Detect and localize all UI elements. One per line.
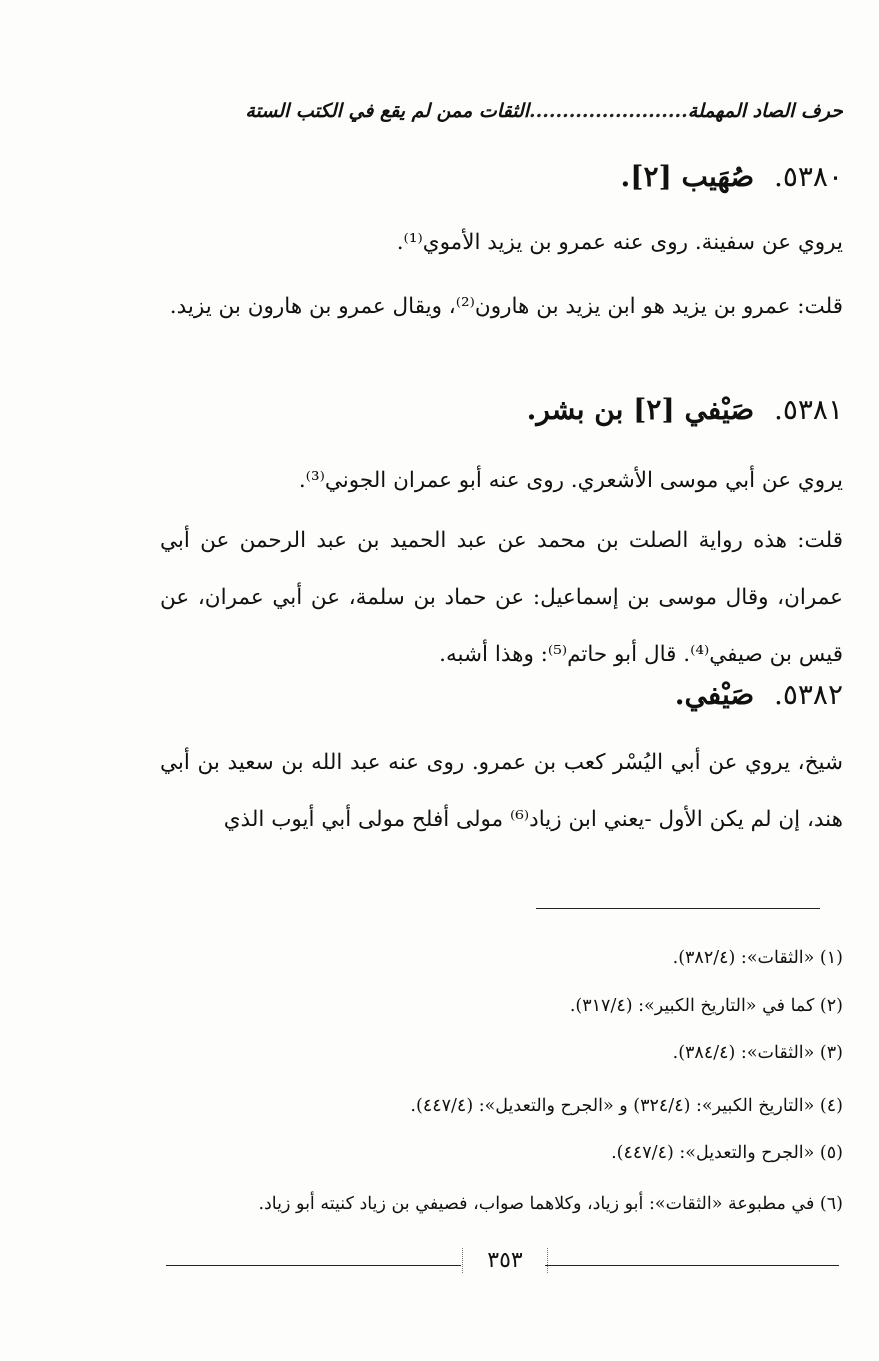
header-right-text: الثقات ممن لم يقع في الكتب الستة: [245, 100, 529, 122]
entry-number: ٥٣٨٠.: [773, 160, 843, 193]
footer-rule-right: [545, 1265, 839, 1266]
entry-number: ٥٣٨١.: [773, 393, 843, 426]
entry-name: صَيْفي [٢] بن بشر.: [526, 393, 755, 426]
footnote: (٦) في مطبوعة «الثقات»: أبو زياد، وكلاهما صواب، فصيفي بن زياد كنيته أبو زياد.: [258, 1194, 843, 1214]
entry-paragraph: قلت: هذه رواية الصلت بن محمد عن عبد الحميد بن عبد الرحمن عن أبي عمران، وقال موسى بن إسماعيل: عن حماد بن سلمة، عن أبي عمران، عن قيس بن صيفي⁽⁴⁾. قال أبو حاتم⁽⁵⁾: وهذا أشبه.: [160, 528, 843, 667]
entry-paragraph: يروي عن أبي موسى الأشعري. روى عنه أبو عمران الجوني⁽³⁾.: [298, 468, 843, 493]
entry-title: [675, 678, 843, 711]
entry-name: صُهَيب [٢].: [620, 160, 755, 193]
page-number: ٣٥٣: [462, 1248, 548, 1273]
header-left-text: حرف الصاد المهملة: [687, 100, 843, 122]
entry-title: [527, 393, 843, 426]
header-dots: ........................: [529, 100, 688, 122]
entry-paragraph: يروي عن سفينة. روى عنه عمرو بن يزيد الأموي⁽¹⁾.: [396, 230, 843, 255]
entry-paragraph: شيخ، يروي عن أبي اليُسْر كعب بن عمرو. روى عنه عبد الله بن سعيد بن أبي هند، إن لم يكن الأول -يعني ابن زياد⁽⁶⁾ مولى أفلح مولى أبي أيوب الذي: [160, 750, 843, 832]
footnote: (٥) «الجرح والتعديل»: (٤٤٧/٤).: [611, 1143, 843, 1163]
footnote: (٢) كما في «التاريخ الكبير»: (٣١٧/٤).: [569, 996, 843, 1016]
entry-name: صَيْفي.: [674, 678, 755, 711]
footnote: (٤) «التاريخ الكبير»: (٣٢٤/٤) و «الجرح والتعديل»: (٤٤٧/٤).: [410, 1096, 843, 1116]
footnote: (٣) «الثقات»: (٣٨٤/٤).: [672, 1043, 843, 1063]
footnote-separator: [536, 908, 820, 909]
entry-title: [621, 160, 843, 193]
footer-rule-left: [166, 1265, 461, 1266]
entry-paragraph: قلت: عمرو بن يزيد هو ابن يزيد بن هارون⁽²⁾، ويقال عمرو بن هارون بن يزيد.: [169, 294, 843, 319]
running-header: [186, 100, 843, 144]
footnote: (١) «الثقات»: (٣٨٢/٤).: [672, 948, 843, 968]
entry-number: ٥٣٨٢.: [773, 678, 843, 711]
